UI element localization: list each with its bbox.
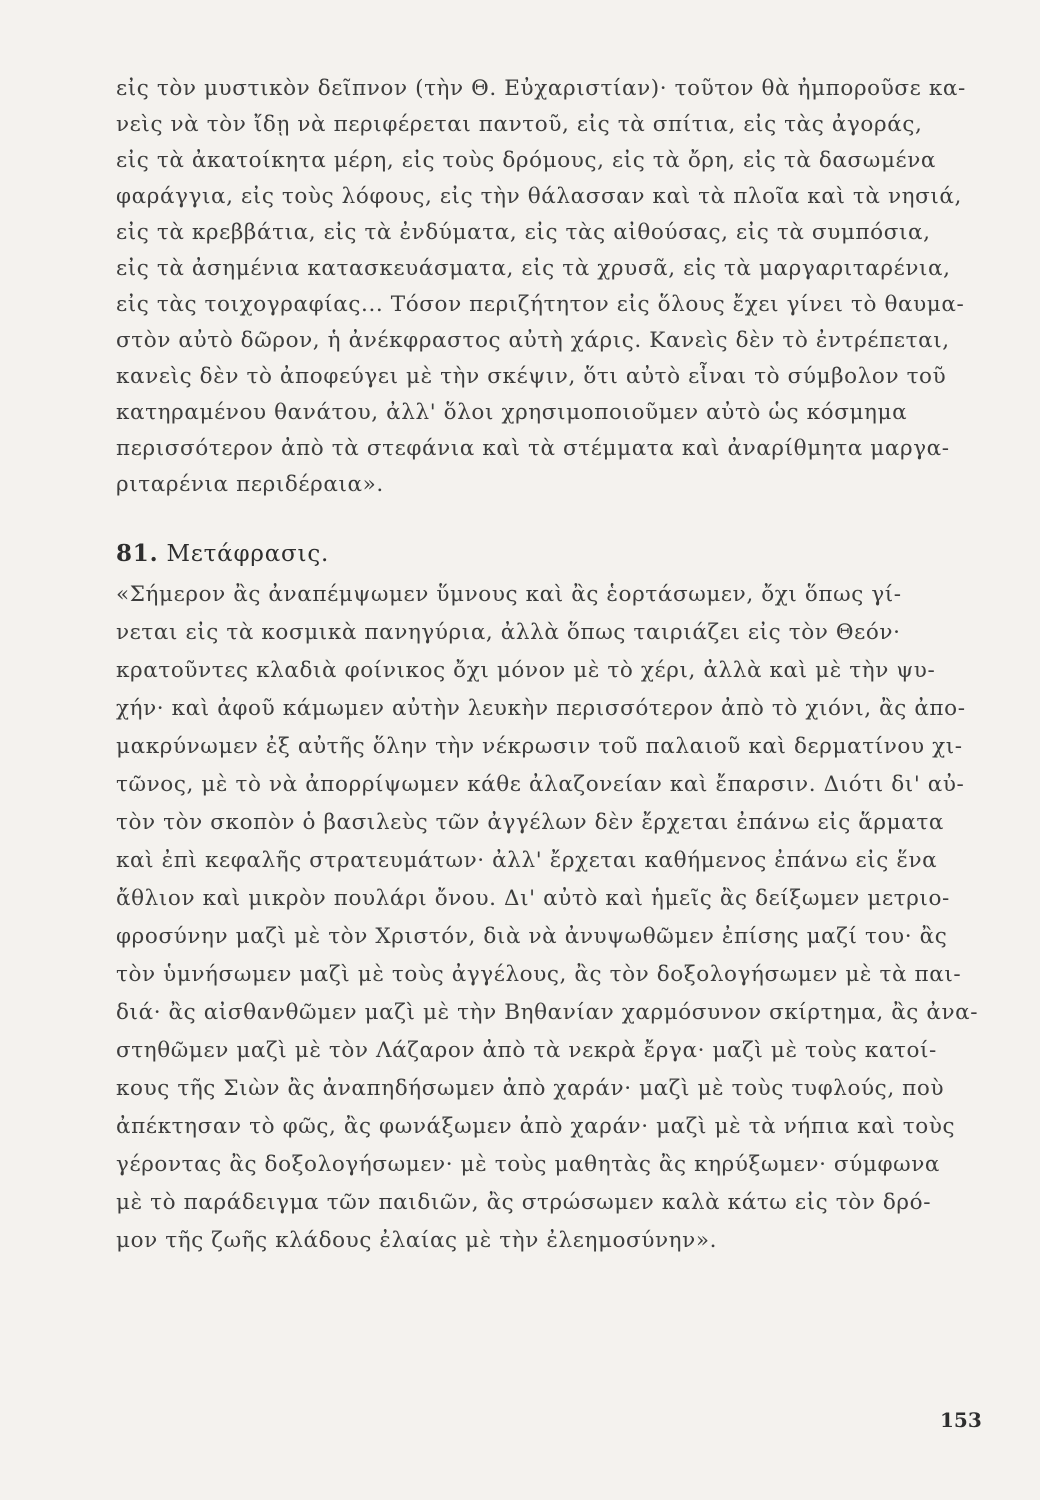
section-title: Μετάφρασις. [166,541,330,567]
text-line: μὲ τὸ παράδειγμα τῶν παιδιῶν, ἂς στρώσωμεν καλὰ κάτω εἰς τὸν δρό- [116,1190,932,1215]
text-line: στὸν αὐτὸ δῶρον, ἡ ἀνέκφραστος αὐτὴ χάρις. Κανεὶς δὲν τὸ ἐντρέπεται, [116,328,950,353]
section-number: 81. [116,540,159,567]
text-line: διά· ἂς αἰσθανθῶμεν μαζὶ μὲ τὴν Βηθανίαν χαρμόσυνον σκίρτημα, ἂς ἀνα- [116,1000,979,1025]
text-line: νεὶς νὰ τὸν ἴδῃ νὰ περιφέρεται παντοῦ, εἰς τὰ σπίτια, εἰς τὰς ἀγοράς, [116,112,923,137]
text-line: κρατοῦντες κλαδιὰ φοίνικος ὄχι μόνον μὲ τὸ χέρι, ἀλλὰ καὶ μὲ τὴν ψυ- [116,658,936,683]
section-heading [116,540,329,567]
text-line: φαράγγια, εἰς τοὺς λόφους, εἰς τὴν θάλασσαν καὶ τὰ πλοῖα καὶ τὰ νησιά, [116,184,962,209]
text-line: τὸν ὑμνήσωμεν μαζὶ μὲ τοὺς ἀγγέλους, ἂς τὸν δοξολογήσωμεν μὲ τὰ παι- [116,962,962,987]
text-line: κανεὶς δὲν τὸ ἀποφεύγει μὲ τὴν σκέψιν, ὅτι αὐτὸ εἶναι τὸ σύμβολον τοῦ [116,364,947,389]
text-line: νεται εἰς τὰ κοσμικὰ πανηγύρια, ἀλλὰ ὅπως ταιριάζει εἰς τὸν Θεόν· [116,620,901,645]
text-line: εἰς τὰ ἀσημένια κατασκευάσματα, εἰς τὰ χρυσᾶ, εἰς τὰ μαργαριταρένια, [116,256,951,281]
text-line: εἰς τὰ κρεββάτια, εἰς τὰ ἐνδύματα, εἰς τὰς αἰθούσας, εἰς τὰ συμπόσια, [116,220,931,245]
text-line: τῶνος, μὲ τὸ νὰ ἀπορρίψωμεν κάθε ἀλαζονείαν καὶ ἔπαρσιν. Διότι δι' αὐ- [116,772,965,797]
text-line: γέροντας ἂς δοξολογήσωμεν· μὲ τοὺς μαθητὰς ἂς κηρύξωμεν· σύμφωνα [116,1152,941,1177]
text-line: εἰς τὰ ἀκατοίκητα μέρη, εἰς τοὺς δρόμους, εἰς τὰ ὄρη, εἰς τὰ δασωμένα [116,148,937,173]
text-line: στηθῶμεν μαζὶ μὲ τὸν Λάζαρον ἀπὸ τὰ νεκρὰ ἔργα· μαζὶ μὲ τοὺς κατοί- [116,1038,937,1063]
text-line: ἄθλιον καὶ μικρὸν πουλάρι ὄνου. Δι' αὐτὸ καὶ ἡμεῖς ἂς δείξωμεν μετριο- [116,886,950,911]
text-line: ἀπέκτησαν τὸ φῶς, ἂς φωνάξωμεν ἀπὸ χαράν· μαζὶ μὲ τὰ νήπια καὶ τοὺς [116,1114,956,1139]
text-line: εἰς τὸν μυστικὸν δεῖπνον (τὴν Θ. Εὐχαριστίαν)· τοῦτον θὰ ἠμποροῦσε κα- [116,76,966,101]
text-line: ριταρένια περιδέραια». [116,472,384,497]
text-line: χήν· καὶ ἀφοῦ κάμωμεν αὐτὴν λευκὴν περισσότερον ἀπὸ τὸ χιόνι, ἂς ἀπο- [116,696,966,721]
text-line: μακρύνωμεν ἐξ αὐτῆς ὅλην τὴν νέκρωσιν τοῦ παλαιοῦ καὶ δερματίνου χι- [116,734,963,759]
text-line: καὶ ἐπὶ κεφαλῆς στρατευμάτων· ἀλλ' ἔρχεται καθήμενος ἐπάνω εἰς ἕνα [116,848,938,873]
text-line: εἰς τὰς τοιχογραφίας... Τόσον περιζήτητον εἰς ὅλους ἔχει γίνει τὸ θαυμα- [116,292,965,317]
text-line: κατηραμένου θανάτου, ἀλλ' ὅλοι χρησιμοποιοῦμεν αὐτὸ ὡς κόσμημα [116,400,908,425]
text-line: τὸν τὸν σκοπὸν ὁ βασιλεὺς τῶν ἀγγέλων δὲν ἔρχεται ἐπάνω εἰς ἅρματα [116,810,944,835]
text-line: μον τῆς ζωῆς κλάδους ἐλαίας μὲ τὴν ἐλεημοσύνην». [116,1228,718,1253]
text-line: περισσότερον ἀπὸ τὰ στεφάνια καὶ τὰ στέμματα καὶ ἀναρίθμητα μαργα- [116,436,950,461]
text-line: φροσύνην μαζὶ μὲ τὸν Χριστόν, διὰ νὰ ἀνυψωθῶμεν ἐπίσης μαζί του· ἂς [116,924,948,949]
page-number: 153 [940,1408,982,1432]
text-line: κους τῆς Σιὼν ἂς ἀναπηδήσωμεν ἀπὸ χαράν· μαζὶ μὲ τοὺς τυφλούς, ποὺ [116,1076,945,1101]
text-line: «Σήμερον ἂς ἀναπέμψωμεν ὕμνους καὶ ἂς ἑορτάσωμεν, ὄχι ὅπως γί- [116,582,902,607]
